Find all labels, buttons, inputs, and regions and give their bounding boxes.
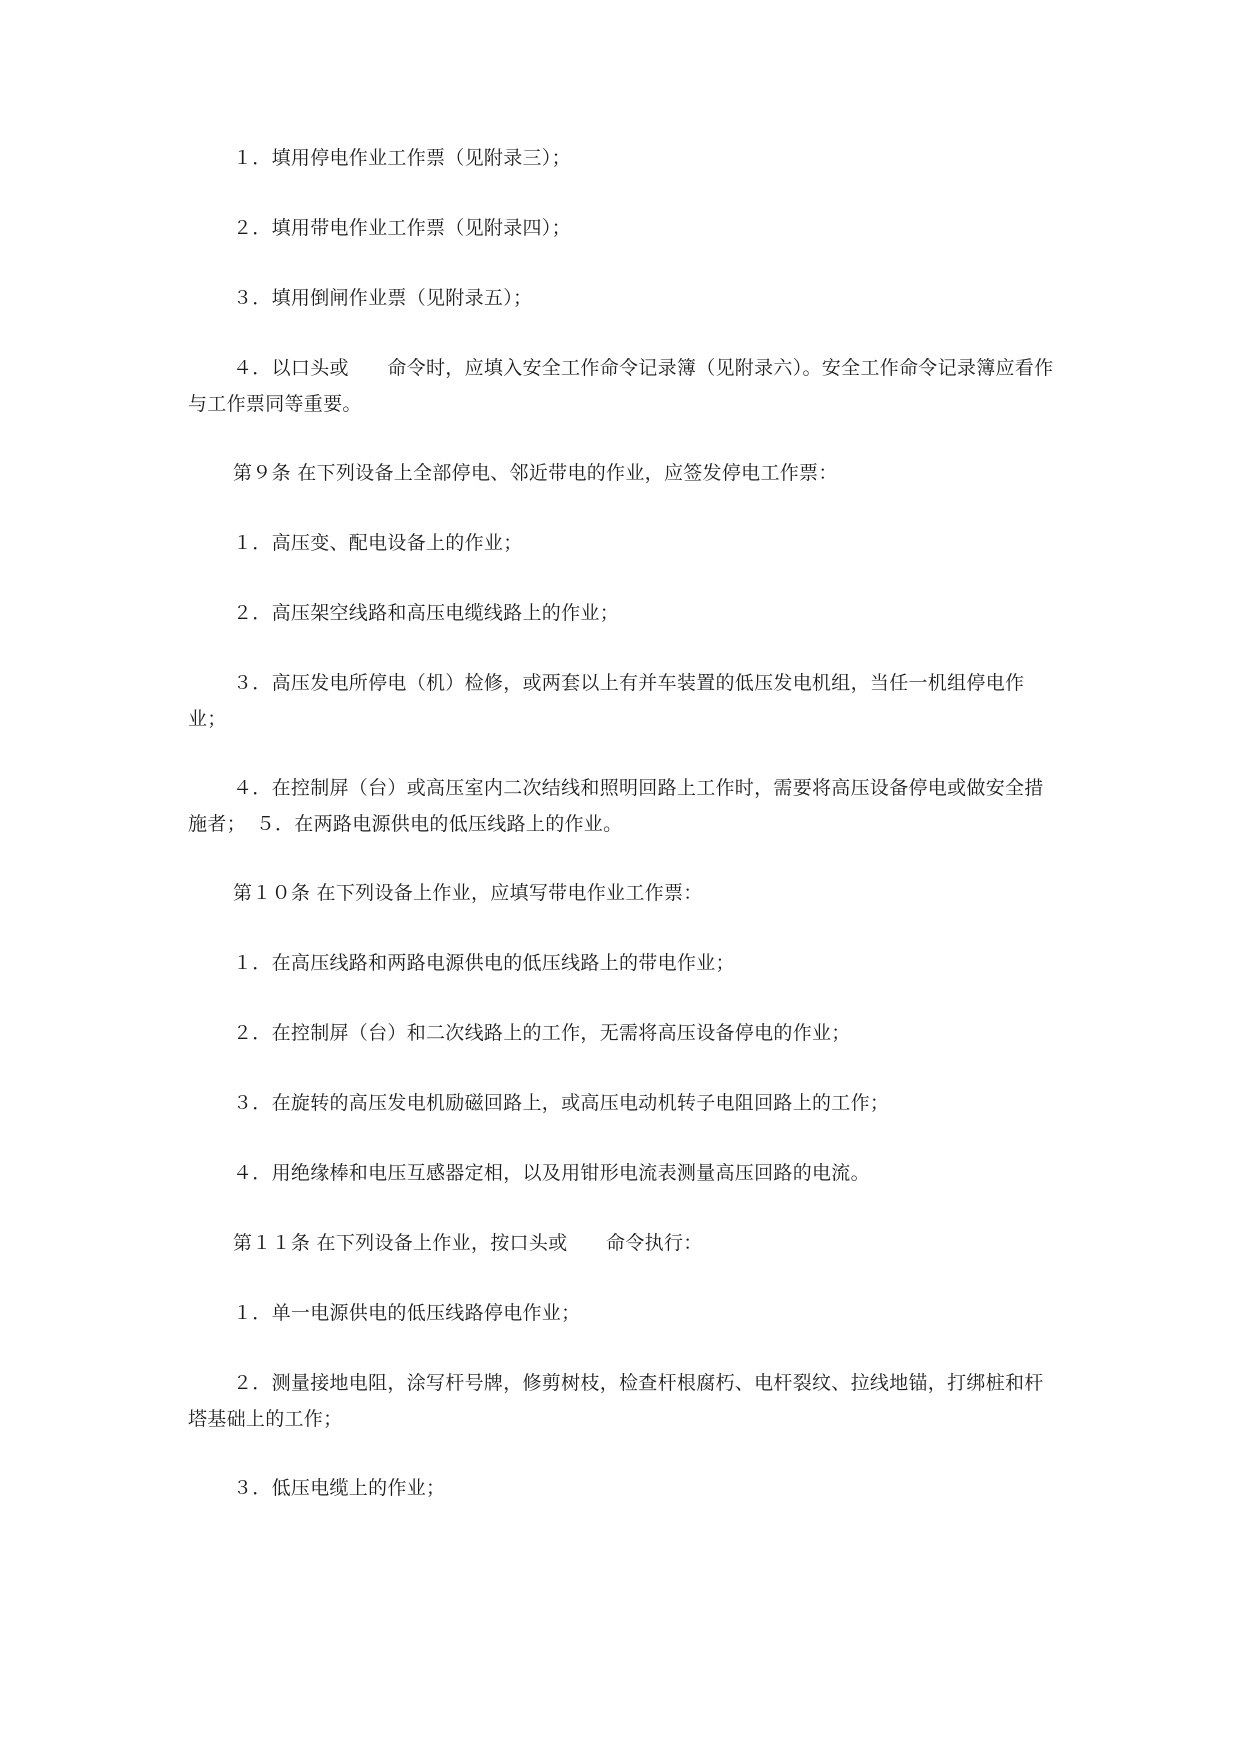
paragraph-item-3: ３．填用倒闸作业票（见附录五）； (233, 287, 533, 309)
paragraph-item-1: １．填用停电作业工作票（见附录三）； (233, 147, 571, 169)
paragraph-item-3: ３．高压发电所停电（机）检修，或两套以上有并车装置的低压发电机组，当任一机组停电作业； (188, 672, 1025, 730)
paragraph-item-1: １．单一电源供电的低压线路停电作业； (233, 1302, 581, 1324)
paragraph-item-2: ２．在控制屏（台）和二次线路上的工作，无需将高压设备停电的作业； (233, 1022, 851, 1044)
paragraph-item-2: ２．测量接地电阻，涂写杆号牌，修剪树枝，检查杆根腐朽、电杆裂纹、拉线地锚，打绑桩和杆塔基础上的工作； (188, 1372, 1044, 1430)
paragraph-item-2: ２．高压架空线路和高压电缆线路上的作业； (233, 602, 620, 624)
paragraph-item-4: ４．以口头或 命令时，应填入安全工作命令记录簿（见附录六）。安全工作命令记录簿应看作与工作票同等重要。 (188, 357, 1054, 415)
paragraph-article-11: 第１１条 在下列设备上作业，按口头或 命令执行： (233, 1232, 703, 1254)
paragraph-item-1: １．高压变、配电设备上的作业； (233, 532, 523, 554)
paragraph-item-1: １．在高压线路和两路电源供电的低压线路上的带电作业； (233, 952, 735, 974)
paragraph-item-4-5: ４．在控制屏（台）或高压室内二次结线和照明回路上工作时，需要将高压设备停电或做安全措施者； ５．在两路电源供电的低压线路上的作业。 (188, 777, 1044, 835)
paragraph-item-4: ４．用绝缘棒和电压互感器定相，以及用钳形电流表测量高压回路的电流。 (233, 1162, 870, 1184)
paragraph-item-3: ３．在旋转的高压发电机励磁回路上，或高压电动机转子电阻回路上的工作； (233, 1092, 890, 1114)
paragraph-item-2: ２．填用带电作业工作票（见附录四）； (233, 217, 571, 239)
paragraph-item-3: ３．低压电缆上的作业； (233, 1477, 446, 1499)
paragraph-article-9: 第９条 在下列设备上全部停电、邻近带电的作业，应签发停电工作票： (233, 462, 838, 484)
paragraph-article-10: 第１０条 在下列设备上作业，应填写带电作业工作票： (233, 882, 703, 904)
